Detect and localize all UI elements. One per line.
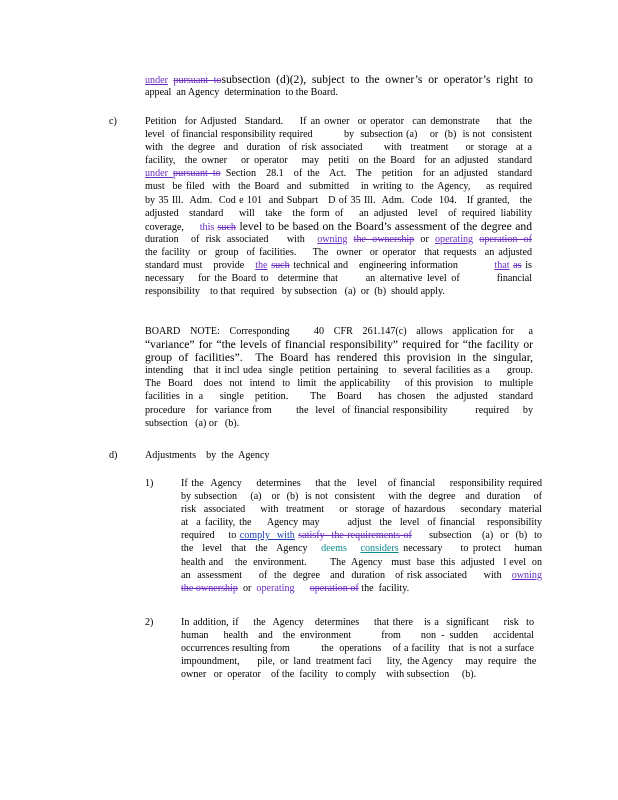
text-line — [145, 207, 532, 220]
text-line — [145, 377, 533, 390]
text-line — [145, 141, 532, 154]
inserted-text: under — [145, 75, 168, 86]
text-run: appeal an Agency determination to the Board. — [145, 87, 338, 99]
text-line — [145, 246, 532, 259]
text-line — [145, 285, 532, 298]
item-1-label: 1) — [145, 478, 154, 489]
text-run: the level that the Agency — [181, 543, 322, 555]
text-line — [145, 73, 533, 86]
intro-paragraph — [145, 73, 533, 99]
text-run: adjusted standard will take the form of an adjusted level of required liability — [145, 207, 532, 219]
text-line — [181, 490, 542, 503]
deleted-text: operation of — [479, 233, 532, 245]
section-d-heading: Adjustments by the Agency — [145, 450, 270, 461]
text-run: the facility. — [358, 582, 410, 594]
text-run: impoundment, pile, or land treatment faci lity, the Agency may require the — [181, 656, 537, 668]
section-c-label: c) — [109, 116, 117, 127]
text-run: subsection (a) or (b). — [145, 417, 240, 429]
text-line — [145, 404, 533, 417]
text-line — [145, 115, 532, 128]
text-line — [181, 529, 542, 542]
text-line — [145, 364, 533, 377]
text-line — [145, 338, 533, 351]
text-run: health and the environment. The Agency must base this adjusted l evel on — [181, 556, 542, 568]
inserted-text: that — [494, 260, 510, 272]
text-run: must be filed with the Board and submitted in writing to the Agency, as required — [145, 181, 532, 193]
text-line — [181, 668, 534, 681]
deleted-text: the ownership — [181, 582, 238, 594]
text-run: facility, the owner or operator may petiti on the Board for an adjusted standard — [145, 155, 532, 167]
text-run: intending that it incl udea single petition pertaining to several facilities as a group. — [145, 365, 533, 377]
text-run: is — [521, 260, 532, 272]
deleted-text: such — [217, 221, 236, 233]
text-run: The Board does not intend to limit the applicability of this provision to multiple — [145, 378, 533, 390]
text-line — [145, 167, 532, 180]
text-line — [181, 516, 542, 529]
text-run: BOARD NOTE: Corresponding 40 CFR 261.147(c) allows application for a — [145, 326, 533, 337]
text-run: level to be based on the Board’s assessment of the degree and — [235, 219, 532, 233]
text-run: the facility or group of facilities. The owner or operator that requests an adjusted — [145, 246, 532, 258]
text-run: by subsection (a) or (b) is not consistent with the degree and duration of — [181, 491, 542, 503]
text-run: subsection (a) or (b) to — [411, 530, 542, 542]
text-line — [181, 629, 534, 642]
text-run: facilities in a single petition. The Board has chosen the adjusted standard — [145, 391, 533, 403]
text-run: necessary for the Board to determine that an alternative level of financial — [145, 273, 532, 285]
inserted-text: the — [255, 260, 268, 272]
text-run: at a facility, the Agency may adjust the level of financial responsibility — [181, 517, 542, 529]
text-run: necessary to protect human — [398, 543, 543, 555]
inserted-text: operating — [256, 582, 295, 594]
inserted-text: operating — [434, 233, 474, 245]
deleted-text: pursuant to — [173, 75, 222, 86]
text-run: “variance” for “the levels of financial responsibility” required for “the facility or — [145, 338, 533, 352]
text-run — [347, 543, 361, 554]
deleted-text: satisfy the requirements of — [298, 530, 412, 542]
text-line — [145, 154, 532, 167]
text-line — [181, 616, 534, 629]
text-run: risk associated with treatment or storage of hazardous secondary material — [181, 504, 542, 516]
text-line — [145, 128, 532, 141]
text-run: subsection (d)(2), subject to the owner’s or operator’s right to — [221, 73, 533, 86]
section-c-paragraph — [145, 115, 532, 298]
item-2-paragraph — [181, 616, 537, 681]
highlighted-text: deems — [321, 543, 347, 555]
text-run: technical and engineering information — [289, 260, 495, 272]
text-run: Section 28.1 of the Act. The petition for an adjusted standard — [220, 168, 533, 180]
text-run: required to — [181, 530, 240, 542]
inserted-text: this — [199, 221, 215, 233]
text-run: human health and the environment from non - sudden accidental — [181, 630, 534, 642]
board-note-paragraph — [145, 325, 533, 430]
text-run: Petition for Adjusted Standard. If an owner or operator can demonstrate that the — [145, 116, 532, 127]
text-line — [145, 325, 533, 338]
deleted-text: operation of — [309, 582, 359, 594]
text-run: responsibility to that required by subsection (a) or (b) should apply. — [145, 286, 445, 298]
deleted-text: pursuant to — [173, 168, 221, 180]
inserted-text: owning — [511, 569, 542, 581]
text-run: or — [237, 582, 257, 594]
text-run: by 35 Ill. Adm. Cod e 101 and Subpart D of 35 Ill. Adm. Code 104. If granted, the — [145, 194, 532, 206]
text-run: procedure for variance from the level of financial responsibility required by — [145, 404, 533, 416]
text-line — [181, 542, 542, 555]
inserted-text: considers — [360, 543, 399, 555]
text-line — [145, 194, 532, 207]
inserted-text: comply with — [239, 530, 295, 542]
text-run: an assessment of the degree and duration of risk associated with — [181, 569, 512, 581]
text-line — [145, 351, 533, 364]
text-run: If the Agency determines that the level of financial responsibility required — [181, 478, 542, 489]
text-line — [181, 503, 542, 516]
text-run: with the degree and duration of risk associated with treatment or storage at a — [145, 142, 532, 154]
text-run: coverage, — [145, 221, 200, 233]
text-run: group of facilities”. The Board has rendered this provision in the singular, — [145, 351, 533, 365]
text-line — [181, 582, 542, 595]
text-line — [145, 417, 533, 430]
text-line — [145, 86, 533, 99]
text-run — [295, 583, 310, 594]
text-line — [181, 655, 537, 668]
text-line — [145, 272, 532, 285]
deleted-text: the ownership — [353, 233, 415, 245]
text-line — [181, 477, 542, 490]
text-line — [145, 233, 532, 246]
text-line — [145, 220, 532, 233]
text-line — [145, 259, 532, 272]
deleted-text: as — [513, 260, 522, 272]
text-line — [145, 390, 533, 403]
inserted-text: owning — [317, 233, 348, 245]
text-line — [145, 180, 532, 193]
text-run: or — [414, 233, 435, 245]
text-line — [181, 569, 542, 582]
inserted-text: under — [145, 168, 174, 180]
deleted-text: such — [271, 260, 290, 272]
text-run: level of financial responsibility required by subsection (a) or (b) is not consistent — [145, 129, 532, 141]
text-run: duration of risk associated with — [145, 233, 318, 245]
text-line — [181, 556, 542, 569]
text-run: In addition, if the Agency determines that there is a significant risk to — [181, 617, 534, 628]
item-2-label: 2) — [145, 617, 154, 628]
text-run: occurrences resulting from the operations of a facility that is not a surface — [181, 643, 534, 655]
text-line — [181, 642, 534, 655]
text-run: standard must provide — [145, 260, 256, 272]
item-1-paragraph — [181, 477, 542, 595]
section-d-label: d) — [109, 450, 118, 461]
text-run: owner or operator of the facility to comply with subsection (b). — [181, 669, 477, 681]
